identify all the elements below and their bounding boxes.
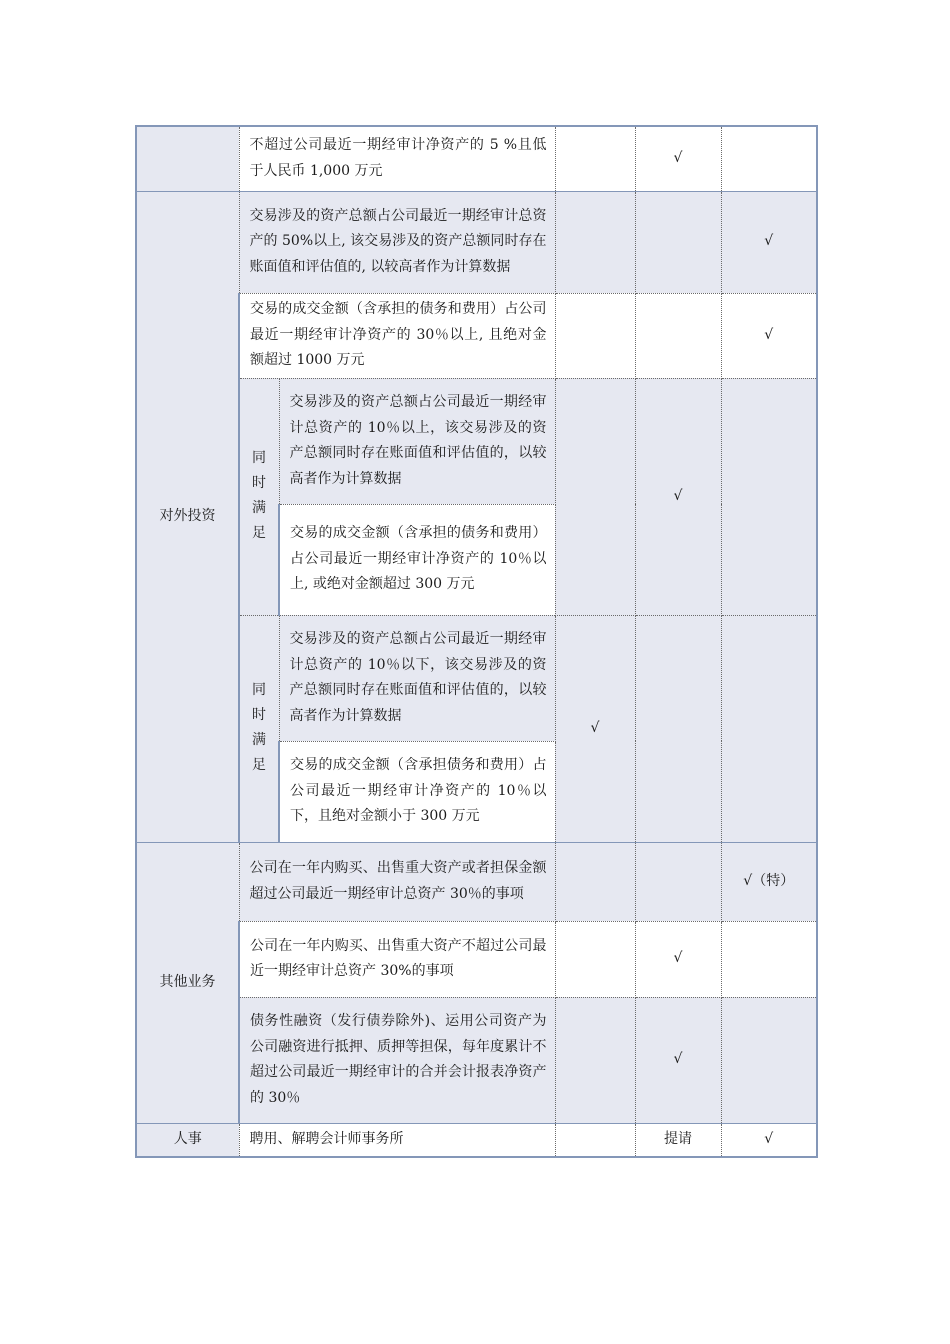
description-cell: 交易涉及的资产总额占公司最近一期经审计总资产的 10％以上，该交易涉及的资产总额同时存在账面值和评估值的，以较高者作为计算数据 bbox=[279, 378, 555, 504]
description-cell: 债务性融资（发行债券除外)、运用公司资产为公司融资进行抵押、质押等担保，每年度累计不超过公司最近一期经审计的合并会计报表净资产的 30％ bbox=[239, 997, 555, 1123]
mark-cell bbox=[635, 842, 721, 921]
table-row bbox=[136, 842, 817, 921]
mark-cell bbox=[721, 378, 817, 615]
description-cell: 交易的成交金额（含承担的债务和费用）占公司最近一期经审计净资产的 10％以上, 或绝对金额超过 300 万元 bbox=[279, 504, 555, 615]
description-cell: 不超过公司最近一期经审计净资产的 5 %且低于人民币 1,000 万元 bbox=[239, 126, 555, 191]
mark-cell: √ bbox=[721, 191, 817, 293]
table-row bbox=[136, 921, 817, 997]
mark-cell bbox=[721, 921, 817, 997]
mark-cell bbox=[555, 126, 635, 191]
description-cell: 交易涉及的资产总额占公司最近一期经审计总资产的 50%以上, 该交易涉及的资产总额同时存在账面值和评估值的, 以较高者作为计算数据 bbox=[239, 191, 555, 293]
mark-cell bbox=[635, 191, 721, 293]
sub-condition-label: 同时满足 bbox=[239, 378, 279, 615]
table-row bbox=[136, 378, 817, 504]
mark-cell: √ bbox=[721, 1123, 817, 1157]
description-cell: 交易涉及的资产总额占公司最近一期经审计总资产的 10％以下，该交易涉及的资产总额同时存在账面值和评估值的，以较高者作为计算数据 bbox=[279, 615, 555, 741]
description-cell: 交易的成交金额（含承担债务和费用）占公司最近一期经审计净资产的 10％以下，且绝对金额小于 300 万元 bbox=[279, 741, 555, 842]
authority-table bbox=[135, 125, 818, 1158]
mark-cell bbox=[555, 921, 635, 997]
description-cell: 聘用、解聘会计师事务所 bbox=[239, 1123, 555, 1157]
mark-cell bbox=[555, 191, 635, 293]
table-row bbox=[136, 997, 817, 1123]
mark-cell bbox=[635, 615, 721, 842]
table-row bbox=[136, 126, 817, 191]
mark-cell bbox=[721, 615, 817, 842]
mark-cell bbox=[721, 997, 817, 1123]
sub-condition-label: 同时满足 bbox=[239, 615, 279, 842]
description-cell: 公司在一年内购买、出售重大资产或者担保金额超过公司最近一期经审计总资产 30％的事项 bbox=[239, 842, 555, 921]
mark-cell bbox=[721, 126, 817, 191]
mark-cell: √ bbox=[721, 293, 817, 378]
category-cell: 对外投资 bbox=[136, 191, 239, 842]
mark-cell bbox=[555, 997, 635, 1123]
mark-cell: 提请 bbox=[635, 1123, 721, 1157]
mark-cell: √ bbox=[635, 997, 721, 1123]
description-cell: 交易的成交金额（含承担的债务和费用）占公司最近一期经审计净资产的 30％以上, 且绝对金额超过 1000 万元 bbox=[239, 293, 555, 378]
mark-cell bbox=[635, 293, 721, 378]
category-cell bbox=[136, 126, 239, 191]
mark-cell bbox=[555, 378, 635, 615]
table-row bbox=[136, 1123, 817, 1157]
category-cell: 人事 bbox=[136, 1123, 239, 1157]
mark-cell: √ bbox=[635, 126, 721, 191]
table-row bbox=[136, 191, 817, 293]
mark-cell: √（特） bbox=[721, 842, 817, 921]
mark-cell: √ bbox=[635, 921, 721, 997]
mark-cell bbox=[555, 293, 635, 378]
table-row bbox=[136, 293, 817, 378]
mark-cell bbox=[555, 842, 635, 921]
mark-cell bbox=[555, 1123, 635, 1157]
table-row bbox=[136, 615, 817, 741]
mark-cell: √ bbox=[555, 615, 635, 842]
category-cell: 其他业务 bbox=[136, 842, 239, 1123]
description-cell: 公司在一年内购买、出售重大资产不超过公司最近一期经审计总资产 30%的事项 bbox=[239, 921, 555, 997]
mark-cell: √ bbox=[635, 378, 721, 615]
